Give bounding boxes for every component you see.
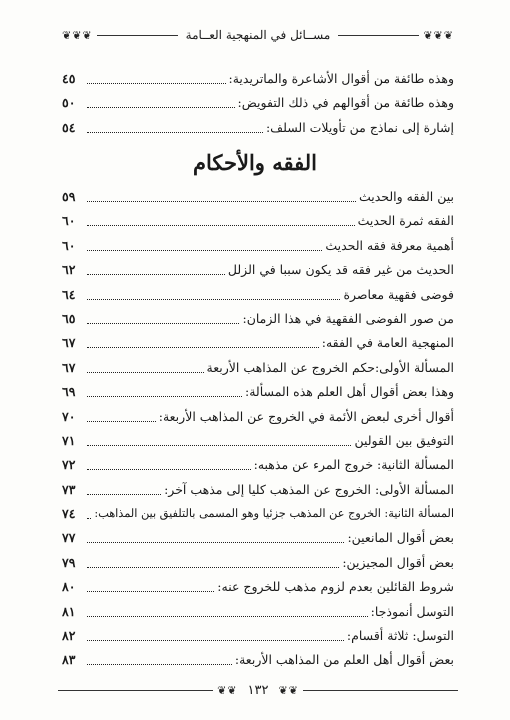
toc-entry bbox=[62, 550, 454, 571]
toc-entry-title: وهذا بعض أقوال أهل العلم هذه المسألة: bbox=[245, 384, 454, 400]
leader-dots bbox=[87, 518, 91, 519]
header-rule bbox=[97, 35, 178, 36]
toc-entry-title: التوسل: ثلاثة أقسام: bbox=[346, 628, 454, 644]
leader-dots bbox=[87, 201, 356, 202]
leader-dots bbox=[87, 567, 339, 568]
toc-entry-page: ٦٢ bbox=[62, 262, 76, 278]
toc-entry-page: ٦٥ bbox=[62, 310, 76, 326]
leader-dots bbox=[87, 421, 156, 422]
leader-dots bbox=[87, 542, 344, 543]
toc-entry-page: ٥٩ bbox=[62, 189, 76, 204]
leader-dots bbox=[87, 396, 242, 397]
toc-entry-title: أقوال أخرى لبعض الأئمة في الخروج عن المذاهب الأربعة: bbox=[158, 408, 454, 424]
page-header bbox=[58, 24, 458, 46]
toc-entry bbox=[62, 525, 454, 546]
ornament-icon: ❦❦❦ bbox=[61, 28, 93, 42]
toc-entry-page: ٧١ bbox=[62, 432, 76, 448]
toc-entry-title: بين الفقه والحديث bbox=[358, 189, 454, 204]
toc-entry bbox=[62, 330, 454, 351]
ornament-icon: ❦❦❦ bbox=[423, 28, 454, 42]
page-number: ١٣٢ bbox=[247, 682, 269, 698]
footer-rule bbox=[303, 690, 458, 691]
toc-entry-page: ٧٣ bbox=[62, 481, 76, 497]
toc-entry-title: المنهجية العامة في الفقه: bbox=[321, 335, 454, 351]
running-title: مســائل في المنهجية العــامة bbox=[185, 28, 331, 42]
toc-top-list bbox=[62, 66, 454, 139]
toc-entry-page: ٨١ bbox=[62, 603, 76, 619]
toc-entry-title: المسألة الثانية: خروج المرء عن مذهبه: bbox=[253, 457, 454, 473]
leader-dots bbox=[87, 323, 239, 324]
leader-dots bbox=[87, 469, 251, 470]
toc-entry bbox=[62, 306, 454, 327]
toc-entry bbox=[62, 355, 454, 376]
toc-entry-page: ٧٤ bbox=[62, 506, 76, 522]
toc-entry bbox=[62, 257, 454, 278]
toc-entry-title: الحديث من غير فقه قد يكون سببا في الزلل bbox=[227, 262, 454, 278]
toc-entry bbox=[62, 90, 454, 111]
toc-entry-title: المسألة الثانية: الخروج عن المذهب جزئيا وهو المسمى بالتلفيق بين المذاهب: bbox=[94, 507, 454, 521]
toc-entry-page: ٦٠ bbox=[62, 213, 76, 229]
leader-dots bbox=[87, 591, 214, 592]
toc-entry-title: التوسل أنموذجا: bbox=[370, 603, 454, 619]
leader-dots bbox=[87, 299, 340, 300]
leader-dots bbox=[87, 372, 204, 373]
page-footer bbox=[58, 680, 458, 700]
leader-dots bbox=[87, 664, 232, 665]
section-title: الفقه والأحكام bbox=[193, 150, 317, 175]
toc-entry bbox=[62, 404, 454, 425]
toc-entry-title: الفقه ثمرة الحديث bbox=[357, 213, 454, 229]
leader-dots bbox=[87, 445, 351, 446]
footer-rule bbox=[58, 690, 213, 691]
toc-entry-title: وهذه طائفة من أقوال الأشاعرة والماتريدية: bbox=[228, 71, 454, 86]
toc-entry-page: ٤٥ bbox=[62, 71, 76, 86]
toc-entry-page: ٧٠ bbox=[62, 408, 76, 424]
toc-entry bbox=[62, 452, 454, 473]
toc-entry bbox=[62, 115, 454, 136]
toc-entry-title: بعض أقوال المانعين: bbox=[347, 530, 454, 546]
toc-entry-page: ٨٢ bbox=[62, 628, 76, 644]
toc-entry bbox=[62, 623, 454, 644]
leader-dots bbox=[87, 347, 319, 348]
leader-dots bbox=[87, 616, 368, 617]
toc-entry-page: ٨٣ bbox=[62, 652, 76, 668]
leader-dots bbox=[87, 274, 225, 275]
header-rule bbox=[338, 35, 419, 36]
leader-dots bbox=[87, 132, 263, 133]
toc-entry-page: ٨٠ bbox=[62, 579, 76, 595]
toc-entry-page: ٧٧ bbox=[62, 530, 76, 546]
toc-entry-title: أهمية معرفة فقه الحديث bbox=[325, 237, 454, 253]
toc-entry-title: المسألة الأولى: الخروج عن المذهب كليا إلى مذهب آخر: bbox=[164, 481, 454, 497]
toc-entry-page: ٦٧ bbox=[62, 335, 76, 351]
toc-entry-page: ٥٤ bbox=[62, 119, 76, 135]
toc-entry bbox=[62, 574, 454, 595]
toc-entry-title: المسألة الأولى:حكم الخروج عن المذاهب الأربعة bbox=[206, 359, 454, 375]
toc-entry-page: ٦٤ bbox=[62, 286, 76, 302]
toc-entry bbox=[62, 477, 454, 498]
toc-entry bbox=[62, 282, 454, 303]
leader-dots bbox=[87, 250, 322, 251]
toc-entry-page: ٦٠ bbox=[62, 237, 76, 253]
toc-entry-title: بعض أقوال أهل العلم من المذاهب الأربعة: bbox=[234, 652, 454, 668]
toc-entry bbox=[62, 647, 454, 668]
ornament-icon: ❦❦ bbox=[278, 683, 299, 697]
ornament-icon: ❦❦ bbox=[217, 683, 238, 697]
toc-entry bbox=[62, 379, 454, 400]
toc-entry-page: ٧٢ bbox=[62, 457, 76, 473]
leader-dots bbox=[87, 494, 161, 495]
toc-entry-title: بعض أقوال المجيزين: bbox=[342, 554, 454, 570]
toc-entry-page: ٧٩ bbox=[62, 554, 76, 570]
toc-entry bbox=[62, 233, 454, 254]
toc-entry bbox=[62, 208, 454, 229]
toc-entry-title: شروط القائلين بعدم لزوم مذهب للخروج عنه: bbox=[217, 579, 454, 595]
toc-main-list bbox=[62, 184, 454, 672]
toc-entry bbox=[62, 599, 454, 620]
toc-entry bbox=[62, 66, 454, 87]
toc-entry-page: ٦٧ bbox=[62, 359, 76, 375]
leader-dots bbox=[87, 107, 235, 108]
toc-entry bbox=[62, 428, 454, 449]
toc-entry-page: ٥٠ bbox=[62, 95, 76, 111]
leader-dots bbox=[87, 640, 344, 641]
toc-entry-title: التوفيق بين القولين bbox=[354, 432, 454, 448]
toc-entry-title: فوضى فقهية معاصرة bbox=[343, 286, 454, 302]
toc-entry-title: وهذه طائفة من أقوالهم في ذلك التفويض: bbox=[237, 95, 454, 111]
toc-entry bbox=[62, 501, 454, 522]
leader-dots bbox=[87, 225, 355, 226]
toc-entry-page: ٦٩ bbox=[62, 384, 76, 400]
toc-entry bbox=[62, 184, 454, 205]
leader-dots bbox=[87, 83, 226, 84]
toc-entry-title: إشارة إلى نماذج من تأويلات السلف: bbox=[265, 119, 454, 135]
toc-entry-title: من صور الفوضى الفقهية في هذا الزمان: bbox=[242, 310, 454, 326]
